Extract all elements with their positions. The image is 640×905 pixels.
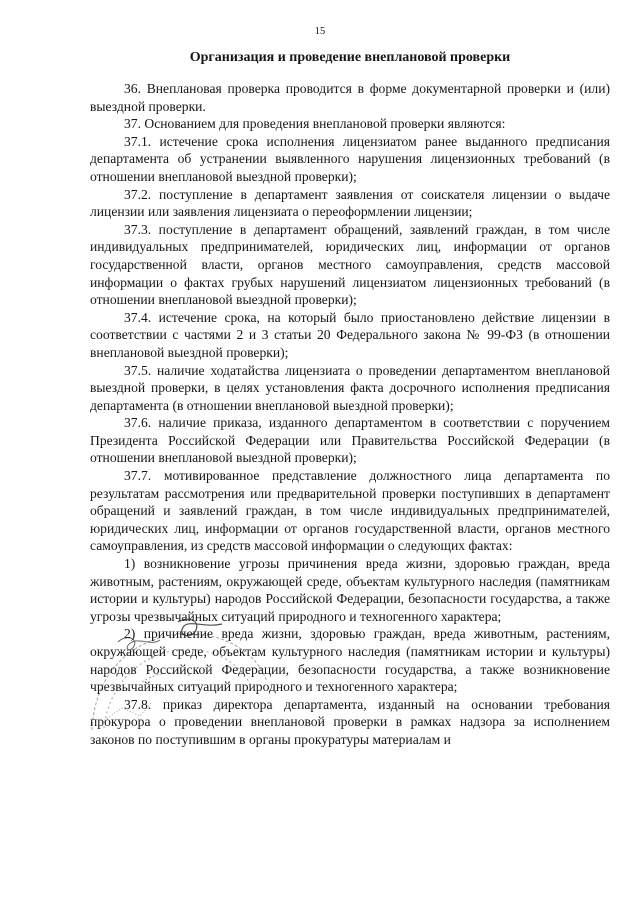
paragraph-37-6: 37.6. наличие приказа, изданного департаментом в соответствии с поручением Президента Российской Федерации или Правительства Российской Федерации (в отношении внеплановой выездной проверки); bbox=[90, 415, 610, 466]
page-number: 15 bbox=[314, 26, 326, 37]
list-item-2: 2) причинение вреда жизни, здоровью граждан, вреда животным, растениям, окружающей среде, объектам культурного наследия (памятникам истории и культуры) народов Российской Федерации, безопасности государства, а также возникновение чрезвычайных ситуаций природного и техногенного характера; bbox=[90, 626, 610, 695]
section-title: Организация и проведение внеплановой проверки bbox=[189, 50, 511, 65]
paragraph-37-3: 37.3. поступление в департамент обращений, заявлений граждан, в том числе индивидуальных предпринимателей, юридических лиц, информации от органов государственной власти, органов местного самоуправления, средств массовой информации о фактах грубых нарушений лицензиатом лицензионных требований (в отношении внеплановой выездной проверки); bbox=[90, 221, 610, 308]
paragraph-36: 36. Внеплановая проверка проводится в форме документарной проверки и (или) выездной проверки. bbox=[90, 81, 610, 114]
paragraph-37: 37. Основанием для проведения внеплановой проверки являются: bbox=[124, 116, 506, 132]
list-item-1: 1) возникновение угрозы причинения вреда жизни, здоровью граждан, вреда животным, растениям, окружающей среде, объектам культурного наследия (памятникам истории и культуры) народов Российской Федерации, безопасности государства, а также угрозы чрезвычайных ситуаций природного и техногенного характера; bbox=[90, 556, 610, 624]
paragraph-37-1: 37.1. истечение срока исполнения лицензиатом ранее выданного предписания департамента об устранении выявленного нарушения лицензионных требований (в отношении внеплановой выездной проверки); bbox=[90, 133, 610, 184]
document-body bbox=[90, 80, 610, 749]
paragraph-37-4: 37.4. истечение срока, на который было приостановлено действие лицензии в соответствии с частями 2 и 3 статьи 20 Федерального закона № 99-ФЗ (в отношении внеплановой выездной проверки); bbox=[90, 309, 610, 360]
paragraph-37-8: 37.8. приказ директора департамента, изданный на основании требования прокурора о проведении внеплановой проверки в рамках надзора за исполнением законов по поступившим в органы прокуратуры материалам и bbox=[90, 696, 610, 747]
paragraph-37-2: 37.2. поступление в департамент заявления от соискателя лицензии о выдаче лицензии или заявления лицензиата о переоформлении лицензии; bbox=[90, 186, 610, 220]
paragraph-37-7: 37.7. мотивированное представление должностного лица департамента по результатам рассмотрения или предварительной проверки поступивших в департамент обращений и заявлений граждан, в том числе индивидуальных предпринимателей, юридических лиц, информации от органов государственной власти, органов местного самоуправления, из средств массовой информации о следующих фактах: bbox=[90, 468, 610, 554]
paragraph-37-5: 37.5. наличие ходатайства лицензиата о проведении департаментом внеплановой выездной проверки, в целях установления факта досрочного исполнения предписания департамента (в отношении внеплановой выездной проверки); bbox=[90, 362, 610, 413]
